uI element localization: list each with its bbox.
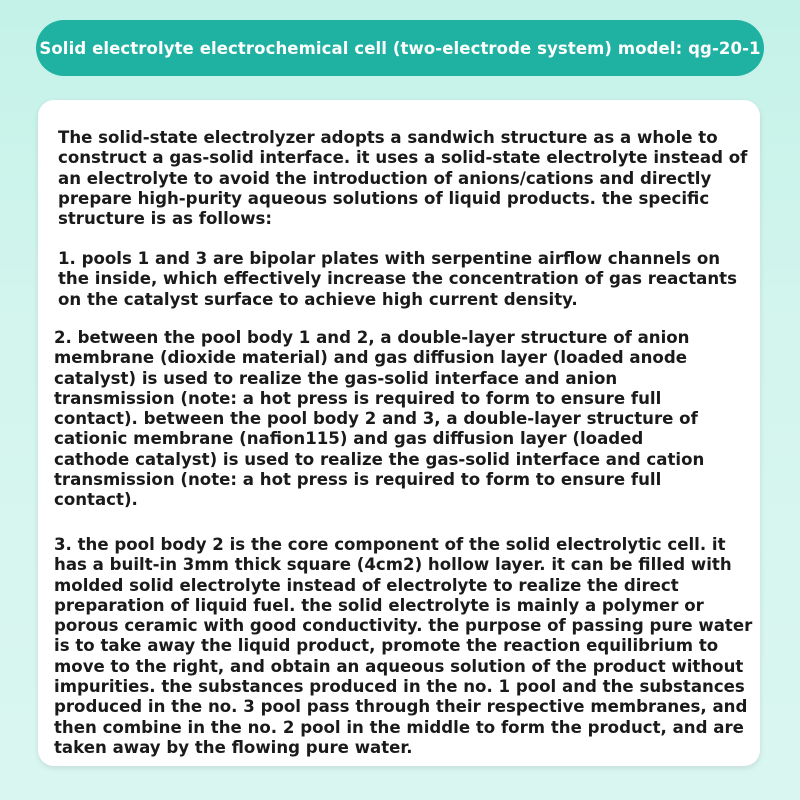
point-3-paragraph: 3. the pool body 2 is the core component of the solid electrolytic cell. it has a built-in 3mm thick square (4cm2) hollow layer. it can be filled with molded solid electrolyte instead of electrolyte to realize the direct preparation of liquid fuel. the solid electrolyte is mainly a polymer or porous ceramic with good conductivity. the purpose of passing pure water is to take away the liquid product, promote the reaction equilibrium to move to the right, and obtain an aqueous solution of the product without impurities. the substances produced in the no. 1 pool and the substances produced in the no. 3 pool pass through their respective membranes, and then combine in the no. 2 pool in the middle to form the product, and are taken away by the flowing pure water.	[54, 535, 753, 757]
intro-paragraph: The solid-state electrolyzer adopts a sandwich structure as a whole to construct a gas-solid interface. it uses a solid-state electrolyte instead of an electrolyte to avoid the introduction of anions/cations and directly prepare high-purity aqueous solutions of liquid products. the specific structure is as follows:	[58, 128, 748, 229]
point-1-paragraph: 1. pools 1 and 3 are bipolar plates with serpentine airflow channels on the inside, which effectively increase the concentration of gas reactants on the catalyst surface to achieve high current density.	[58, 249, 737, 309]
page-title: Solid electrolyte electrochemical cell (two-electrode system) model: qg-20-1	[39, 38, 761, 58]
point-2-paragraph: 2. between the pool body 1 and 2, a double-layer structure of anion membrane (dioxide material) and gas diffusion layer (loaded anode catalyst) is used to realize the gas-solid interface and anion transmission (note: a hot press is required to form to ensure full contact). between the pool body 2 and 3, a double-layer structure of cationic membrane (nafion115) and gas diffusion layer (loaded cathode catalyst) is used to realize the gas-solid interface and cation transmission (note: a hot press is required to form to ensure full contact).	[54, 328, 705, 510]
title-banner	[36, 20, 764, 76]
